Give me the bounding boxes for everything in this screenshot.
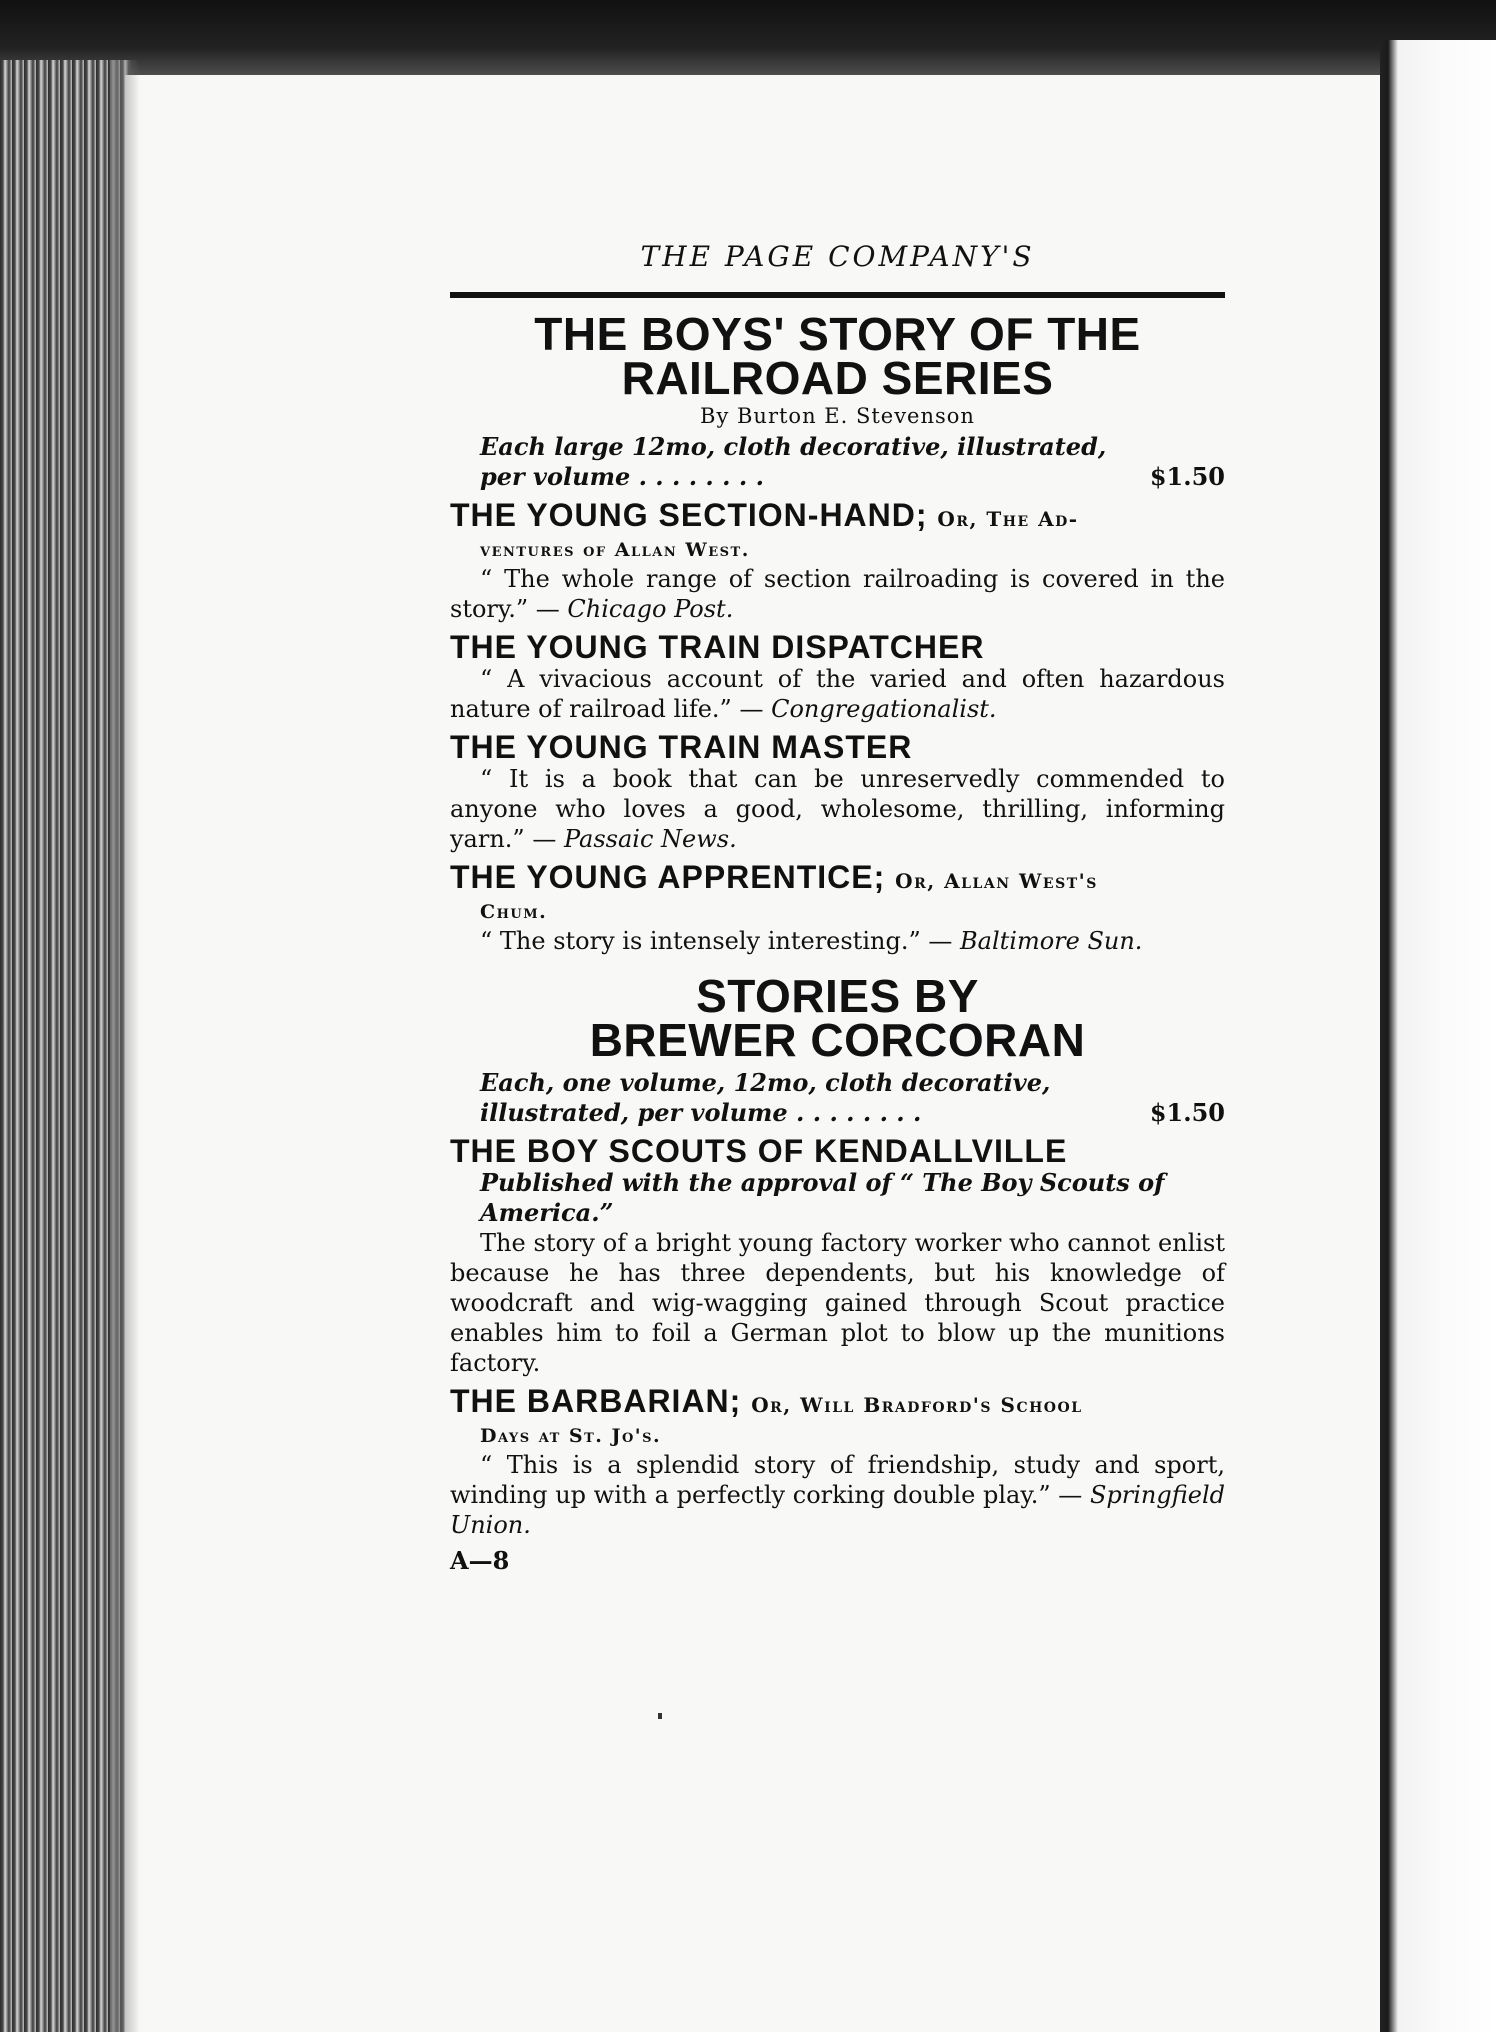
book-description: The story of a bright young factory worker who cannot enlist because he has three dependents, but his knowledge of woodcraft and wig-wagging gained through Scout practice enables him to foil a German plot to blow up the munitions factory. <box>450 1229 1225 1377</box>
quote-source: Passaic News. <box>563 825 737 853</box>
header-rule <box>450 292 1225 298</box>
quote-source: Congregationalist. <box>771 695 997 723</box>
book-title-main: THE BARBARIAN; <box>450 1383 742 1419</box>
page-content <box>450 240 1225 1575</box>
price: $1.50 <box>1149 1098 1225 1127</box>
price-description: Each, one volume, 12mo, cloth decorative, illustrated, per volume . . . . . . . . <box>480 1068 1051 1127</box>
quote-text: “ It is a book that can be unreservedly commended to anyone who loves a good, wholesome, thrilling, informing yarn.” — <box>450 765 1225 853</box>
book-quote <box>450 926 1225 956</box>
book-title: THE YOUNG TRAIN MASTER <box>450 729 913 765</box>
top-scan-shadow <box>0 0 1496 80</box>
quote-text: “ This is a splendid story of friendship, study and sport, winding up with a perfectly corking double play.” — <box>450 1451 1225 1509</box>
book-approval-note: Published with the approval of “ The Boy Scouts of America.” <box>480 1168 1165 1227</box>
book-quote <box>450 564 1225 624</box>
book-entry <box>450 498 1225 624</box>
book-quote <box>450 664 1225 724</box>
book-entry <box>450 1134 1225 1378</box>
price-line <box>450 1068 1225 1128</box>
quote-source: Chicago Post. <box>567 595 734 623</box>
price: $1.50 <box>1149 462 1225 491</box>
quote-text: “ The whole range of section railroading is covered in the story.” — <box>450 565 1225 623</box>
book-title <box>450 860 1225 898</box>
book-entry <box>450 860 1225 956</box>
price-description: Each large 12mo, cloth decorative, illustrated, per volume . . . . . . . . <box>480 432 1107 491</box>
book-entry <box>450 630 1225 724</box>
gutter-shadow <box>110 60 140 2032</box>
book-quote <box>450 1450 1225 1540</box>
book-subtitle-cont: Chum. <box>480 901 548 923</box>
series-author: By Burton E. Stevenson <box>700 404 975 428</box>
book-quote <box>450 764 1225 854</box>
book-title: THE YOUNG TRAIN DISPATCHER <box>450 629 985 665</box>
next-page-edge <box>1380 40 1496 2032</box>
book-title <box>450 1384 1225 1422</box>
series-railroad <box>450 308 1225 956</box>
quote-text: “ A vivacious account of the varied and often hazardous nature of railroad life.” — <box>450 665 1225 723</box>
quote-text: “ The story is intensely interesting.” — <box>480 927 953 955</box>
ink-speck <box>658 1713 662 1719</box>
book-subtitle: Or, Will Bradford's School <box>751 1393 1083 1417</box>
book-title <box>450 498 1225 536</box>
book-subtitle: Or, Allan West's <box>895 869 1098 893</box>
series-title-line1: STORIES BY <box>696 970 979 1022</box>
book-entry <box>450 730 1225 854</box>
book-entry <box>450 1384 1225 1540</box>
book-subtitle-cont: ventures of Allan West. <box>480 539 750 561</box>
series-title-line2: BREWER CORCORAN <box>589 1014 1086 1066</box>
book-subtitle: Or, The Ad- <box>937 507 1079 531</box>
book-subtitle-cont: Days at St. Jo's. <box>480 1425 662 1447</box>
series-title-line1: THE BOYS' STORY OF THE <box>534 308 1141 360</box>
price-line <box>450 432 1225 492</box>
series-corcoran <box>450 970 1225 1540</box>
book-title-main: THE YOUNG APPRENTICE; <box>450 859 886 895</box>
quote-source: Baltimore Sun. <box>960 927 1143 955</box>
signature-mark: A—8 <box>450 1546 510 1575</box>
series-title-line2: RAILROAD SERIES <box>621 352 1054 404</box>
quote-source: Springfield Union. <box>450 1481 1225 1539</box>
book-title-main: THE YOUNG SECTION-HAND; <box>450 497 928 533</box>
book-title: THE BOY SCOUTS OF KENDALLVILLE <box>450 1133 1068 1169</box>
running-head: THE PAGE COMPANY'S <box>640 240 1035 273</box>
